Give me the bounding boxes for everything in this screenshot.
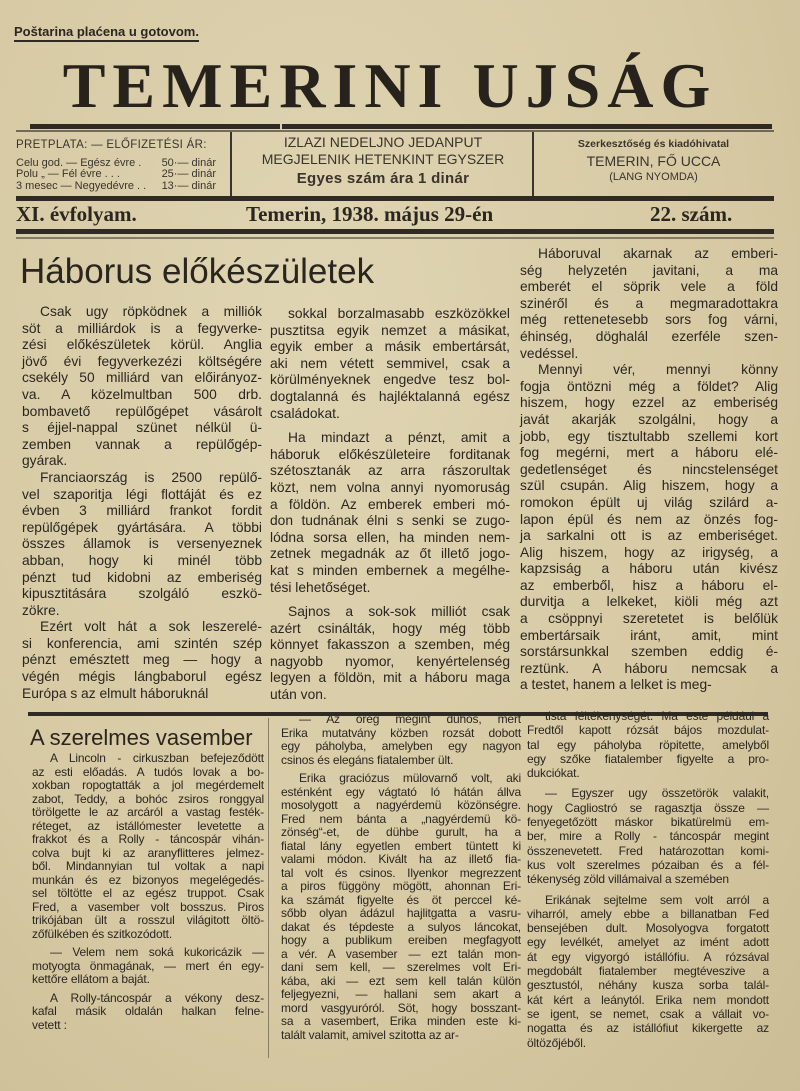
text-line: Ha mindazt a pénzt, amit a	[288, 430, 510, 446]
text-line: hiszem, hogy ezzel az emberiség	[520, 395, 778, 411]
text-line: szétosztanák az arra rászorultak	[270, 463, 510, 479]
text-line: át egy vigyorgó istállófiu. A rózsával	[527, 949, 769, 964]
text-line: után von.	[270, 687, 327, 703]
paragraph	[32, 752, 264, 941]
text-line: A Rolly-táncospár a vékony desz-	[50, 990, 264, 1005]
text-line: Sajnos a sok-sok milliót csak	[288, 604, 510, 620]
text-line: Fred nem bánta a „nagyérdemü kö-	[281, 811, 521, 826]
text-line: durvitja a lelkeket, kiöli még azt	[520, 594, 778, 610]
text-line: jövő évi fegyverkezézi költségére	[22, 353, 262, 369]
paragraph	[22, 470, 262, 619]
postage-note: Poštarina plaćena u gotovom.	[14, 24, 199, 42]
text-line: zönség“-et, de dühbe gurult, ha a	[281, 825, 521, 839]
text-line: fogja öntözni még a földet? Alig	[520, 378, 778, 394]
text-line: Erikának sejtelme sem volt arról a	[545, 892, 769, 907]
text-line: pusztitsa egyik nemzet a másikat,	[270, 322, 510, 338]
subscription-heading: PRETPLATA: — ELŐFIZETÉSI ÁR:	[16, 139, 207, 151]
article-column	[270, 306, 510, 712]
text-line: megdobált fiatalember megtéveszive a	[527, 964, 769, 979]
text-line: egyik ember a másik embertársát,	[270, 339, 510, 355]
text-line: az emberből, hisz a háboru el-	[520, 577, 778, 593]
text-line: vedéssel.	[520, 345, 579, 361]
text-line: törölgette le az arcáról a vastag festék-	[32, 805, 264, 819]
text-line: egy levélkét, amelyet az imént adott	[527, 935, 769, 950]
rule	[282, 124, 772, 129]
price-label: 3 mesec — Negyedévre . .	[16, 179, 147, 192]
text-line: ka számát figyelte és öt perccel ké-	[281, 892, 521, 907]
volume-number: XI. évfolyam.	[16, 202, 137, 226]
text-line: könnyet fakasszon a szemben, még	[270, 637, 510, 653]
text-line: dukciókat.	[527, 766, 580, 781]
paragraph	[32, 992, 264, 1033]
paragraph	[22, 304, 262, 470]
text-line: fenyegetőzött máskor bikatürelmü em-	[527, 815, 769, 830]
rule	[16, 196, 774, 201]
text-line: sorstársunkkal szemben eddig é-	[520, 644, 778, 660]
paragraph	[281, 713, 521, 767]
paragraph	[527, 709, 769, 780]
text-line: fog megérni, mert a háboru elé-	[520, 445, 778, 461]
price-value: 50·—	[161, 156, 189, 169]
masthead-title: TEMERINI UJSÁG	[62, 50, 718, 121]
text-line: pénzt emésztett meg — hogy a	[22, 652, 262, 668]
text-line: összes államok is versenyeznek	[22, 536, 262, 552]
text-line: kus volt szerelmes pózaiban és a fél-	[527, 857, 769, 872]
text-line: aki nem vétett semmivel, csak a	[270, 355, 510, 371]
text-line: szinéről és a megmaradottakra	[520, 295, 778, 311]
text-line: ség helyzetén javitani, a ma	[520, 262, 778, 278]
text-line: gesztustól, néhány kusza sorba talál-	[527, 978, 769, 993]
text-line: bensejében dult. Mosolyogva forgatott	[527, 921, 769, 936]
text-line: nagyobb nyomor, kenyértelenség	[270, 653, 510, 669]
text-line: javát akarják szolgálni, hogy a	[520, 411, 778, 427]
text-line: Mennyi vér, mennyi könny	[538, 362, 778, 378]
text-line: évben 3 milliárd frankot fordit	[22, 503, 262, 519]
text-line: söt a milliárdok is a fegyverke-	[22, 320, 262, 336]
text-line: összenevetett. Fred határozottan komi-	[527, 843, 769, 858]
text-line: kát kért a leánytól. Erika nem mondott	[527, 992, 769, 1007]
text-line: hogy a publikum ereiben megfagyott	[281, 933, 521, 947]
text-line: trikójában ült a rosszul világitott öltö-	[32, 913, 264, 927]
text-line: dani sem kell, — szerelmes volt Eri-	[281, 960, 521, 974]
office-label: Szerkesztőség és kiadóhivatal	[577, 138, 730, 150]
text-line: jobb, egy tisztultabb szellemi kort	[520, 428, 778, 444]
text-line: Európa s az elmult háboruknál	[22, 685, 209, 701]
text-line: viharról, amely ebbe a billanatban Fed	[527, 906, 769, 921]
text-line: zőfülkében és szitkozódott.	[32, 926, 173, 941]
text-line: tal egy páholyba röpitette, amelyből	[527, 737, 769, 752]
text-line: Fredtől kapott rózsát bájos mozdulat-	[527, 723, 769, 738]
text-line: körülményeknek engedve tesz bol-	[270, 372, 510, 388]
text-line: sokkal borzalmasabb eszközökkel	[288, 306, 510, 321]
text-line: legyen a földön, mit a háboru maga	[270, 670, 510, 686]
article-column	[281, 713, 521, 1047]
text-line: A Lincoln - cirkuszban befejeződött	[50, 751, 264, 765]
paragraph	[270, 306, 510, 422]
rule	[16, 237, 774, 239]
text-line: kába, aki — ezt sem kell talán külön	[281, 973, 521, 988]
rule	[16, 130, 774, 132]
text-line: motyogta önmagának, — mert én egy-	[32, 958, 264, 973]
paragraph	[527, 893, 769, 1050]
text-line: hogy Cagliostró se ragasztja össze —	[527, 800, 769, 815]
text-line: végén mégis lángbaborul egész	[22, 669, 262, 685]
text-line: Erika graciózus mülovarnő volt, aki	[299, 771, 521, 785]
text-line: Erika mutatvány közben rozsát dobott	[281, 725, 521, 740]
price-unit: dinár	[191, 179, 216, 192]
text-line: szül csupán. Alig hiszem, hogy a	[520, 478, 778, 494]
paragraph	[22, 619, 262, 702]
text-line: valami módon. Kivált ha az illető fia-	[281, 852, 521, 866]
price-row	[16, 181, 216, 193]
text-line: tékenység zöld villámaival a szemében	[527, 872, 729, 887]
text-line: a földön. Az emberek emberi mó-	[270, 496, 510, 512]
text-line: ber, mire a Rolly - táncospár megint	[527, 829, 769, 844]
text-line: va. A közelmultban 500 drb.	[22, 386, 262, 402]
text-line: a testet, hanem a lelket is meg-	[520, 677, 712, 693]
text-line: frakkot és a Rolly - táncospár vihán-	[32, 832, 264, 846]
text-line: zökre.	[22, 602, 60, 618]
paragraph	[270, 604, 510, 704]
paragraph	[32, 946, 264, 987]
publication-info	[234, 134, 532, 190]
issue-number: 22. szám.	[650, 202, 733, 226]
office-address: TEMERIN, FŐ UCCA	[586, 153, 721, 169]
text-line: háboruk előkészületeire forditanak	[270, 446, 510, 462]
text-line: kapzsiság a háboru után kivész	[520, 561, 778, 577]
text-line: Ezért volt hát a sok leszerelé-	[40, 619, 262, 635]
price-unit: dinár	[191, 168, 216, 180]
text-line: fiatal lány egyetlen embert tüntett ki	[281, 838, 521, 853]
divider	[268, 718, 269, 1058]
text-line: pénzt tud kidobni az emberiség	[22, 569, 262, 585]
text-line: dogtalanná és hajléktalanná egész	[270, 388, 510, 404]
text-line: tista féltékenységét. Ma este például a	[545, 709, 769, 723]
text-line: a csöppnyi szeretetet is belőlük	[520, 611, 778, 627]
divider	[230, 132, 232, 196]
text-line: az esti előadás. A tudós lovak a bo-	[32, 764, 264, 779]
text-line: — Az öreg megint dühös, mert	[299, 712, 521, 726]
text-line: még rettenetesebb sors fog várni,	[520, 312, 778, 328]
text-line: romokon épült uj világ szilárd a-	[520, 494, 778, 510]
text-line: csekély 50 milliárd van előirányoz-	[22, 370, 262, 386]
text-line: azért csinálták, hogy még több	[270, 620, 510, 636]
text-line: repülőgépek gyártására. A többi	[22, 519, 262, 535]
printer-name: (LANG NYOMDA)	[609, 171, 698, 183]
text-line: dakat és tépdeste a sulyos láncokat,	[281, 919, 521, 934]
text-line: tési lehetőséget.	[270, 579, 371, 595]
text-line: colva bujt ki az aranyflitteres jelmez-	[32, 845, 264, 860]
text-line: zemben vannak a repülőgép-	[22, 436, 262, 452]
article-column	[527, 709, 769, 1056]
price-value: 25·—	[161, 168, 189, 180]
text-line: sel töltötte el az egész truppot. Csak	[32, 886, 264, 900]
article-title: Háborus előkészületek	[20, 252, 375, 291]
issue-date: Temerin, 1938. május 29-én	[246, 202, 494, 226]
text-line: se igent, se nemet, csak a vállait vo-	[527, 1006, 769, 1021]
text-line: nogatta és az istállófiut kikergette az	[527, 1021, 769, 1036]
text-line: s éjjel-nappal szünet nélkül ü-	[22, 420, 262, 436]
article-column	[32, 752, 264, 1037]
text-line: vetett :	[32, 1017, 67, 1032]
text-line: feljegyezni, — hallani sem akart a	[281, 987, 521, 1001]
text-line: egy szőke fiatalember figyelte a pro-	[527, 751, 769, 766]
rule	[16, 229, 774, 234]
text-line: Alig hiszem, hogy az irigység, a	[520, 544, 778, 560]
text-line: ja sarkalni ott is az emberiséget.	[520, 528, 778, 544]
paragraph	[527, 786, 769, 886]
paragraph	[520, 246, 778, 362]
text-line: talált valamit, amivel szitotta az ar-	[281, 1027, 459, 1042]
text-line: lódna sorsa ellen, ha minden nem-	[270, 529, 510, 545]
text-line: sa a vasembert, Erika minden este ki-	[281, 1014, 521, 1028]
text-line: kafal másik oldalán halkan felne-	[32, 1004, 264, 1018]
text-line: Csak ugy röpködnek a milliók	[40, 304, 262, 319]
paragraph	[520, 362, 778, 694]
text-line: Franciaország is 2500 repülő-	[40, 469, 262, 485]
text-line: — Velem nem soká kukoricázik —	[50, 945, 264, 959]
price-label: Celu god. — Egész évre .	[16, 156, 142, 169]
text-line: közt, nem volna annyi nyomoruság	[270, 479, 510, 495]
text-line: tal volt és csinos. Ilyenkor megrezzent	[281, 865, 521, 880]
text-line: esténként egy vágtató ló hátán állva	[281, 784, 521, 799]
article-column	[520, 246, 778, 694]
paragraph	[270, 430, 510, 596]
text-line: sőbb olyan ádázul hajlitgatta a vasru-	[281, 906, 521, 920]
publication-schedule-hungarian: MEGJELENIK HETENKINT EGYSZER	[261, 151, 505, 167]
office-info	[536, 136, 771, 184]
text-line: Háboruval akarnak az emberi-	[538, 246, 778, 261]
text-line: don tudnának élni s senki se zugo-	[270, 513, 510, 529]
text-line: bombavető repülőgépet vásárolt	[22, 403, 262, 419]
text-line: egy páholyba, amelyben egy nagyon	[281, 739, 521, 753]
text-line: éhinség, döghalál ezerféle szen-	[520, 328, 778, 344]
text-line: zabot, Teddy, a bohóc zsiros ronggyal	[32, 791, 264, 806]
article-column	[22, 304, 262, 702]
text-line: családokat.	[270, 405, 340, 421]
text-line: vel szaporitja légi flottáját és ez	[22, 486, 262, 502]
text-line: kat s minden embernek a megélhe-	[270, 562, 510, 578]
text-line: — Egyszer ugy összetörök valakit,	[545, 786, 769, 801]
text-line: si konferencia, ami szintén szép	[22, 635, 262, 651]
text-line: a piros függöny mögött, ahonnan Eri-	[281, 879, 521, 893]
price-cell	[162, 181, 216, 193]
text-line: a vér. A vasember — ezt talán mon-	[281, 946, 521, 961]
divider	[532, 132, 534, 196]
text-line: abban, hogy ki minél több	[22, 552, 262, 568]
single-copy-price: Egyes szám ára 1 dinár	[296, 170, 470, 187]
subscription-prices	[16, 140, 216, 192]
text-line: gyárak.	[22, 453, 68, 469]
price-value: 13·—	[161, 179, 189, 192]
text-line: reztünk. A háboru nemcsak a	[520, 660, 778, 676]
text-line: ből. Mindannyian tul voltak a napi	[32, 859, 264, 873]
text-line: lapon épül és nem az önzés fog-	[520, 511, 778, 527]
price-label: Polu „ — Fél évre . . .	[16, 168, 120, 180]
article-title: A szerelmes vasember	[30, 725, 253, 750]
text-line: zetnek megadnák az őt illető jogo-	[270, 546, 510, 562]
text-line: Fred, a vasember volt bosszus. Piros	[32, 899, 264, 914]
text-line: csinos és elegáns fiatalember ült.	[281, 752, 454, 767]
text-line: öltözőjéből.	[527, 1035, 586, 1050]
paragraph	[281, 772, 521, 1042]
text-line: xokban ropogtatták a jol megérdemelt	[32, 778, 264, 792]
price-unit: dinár	[191, 156, 216, 169]
text-line: kettőre ellátom a baját.	[32, 972, 150, 986]
text-line: mosolygott a nagyérdemü közönségre.	[281, 798, 521, 812]
rule	[30, 124, 280, 129]
text-line: gedetlenséget és nincstelenséget	[520, 461, 778, 477]
text-line: zési előkészületek körül. Anglia	[22, 337, 262, 353]
text-line: munkán és ez bizonyos megelégedés-	[32, 872, 264, 887]
text-line: réteget, az istállómester levetette a	[32, 818, 264, 833]
text-line: emberét el söprik vele a föld	[520, 279, 778, 295]
text-line: kipusztitására szolgáló eszkö-	[22, 586, 262, 602]
text-line: embertársaik iránt, amit, mint	[520, 627, 778, 643]
publication-schedule-serbian: IZLAZI NEDELJNO JEDANPUT	[283, 134, 483, 150]
text-line: mord vasgyuróról. Söt, hogy bosszant-	[281, 1000, 521, 1015]
